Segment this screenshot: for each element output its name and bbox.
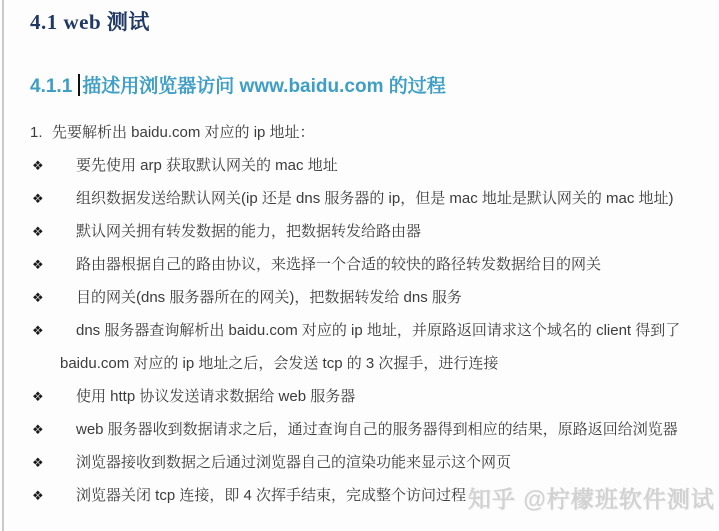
list-item-text: 浏览器接收到数据之后通过浏览器自己的渲染功能来显示这个网页 bbox=[76, 454, 512, 471]
list-item-text: dns 服务器查询解析出 baidu.com 对应的 ip 地址，并原路返回请求这个域名的 client 得到了 baidu.com 对应的 ip 地址之后，会发送 tcp 的 3 次握手，进行连接 bbox=[60, 322, 681, 372]
item-number: 1. bbox=[30, 124, 43, 141]
bullet-marker-icon: ❖ bbox=[32, 488, 44, 503]
list-item-text: 目的网关(dns 服务器所在的网关)，把数据转发给 dns 服务 bbox=[76, 289, 462, 306]
body-list bbox=[30, 116, 711, 512]
bullet-marker-icon: ❖ bbox=[32, 290, 44, 305]
bullet-marker-icon: ❖ bbox=[32, 389, 44, 404]
text-cursor bbox=[78, 74, 80, 96]
subsection-heading bbox=[30, 72, 711, 102]
list-item bbox=[30, 446, 711, 479]
list-item bbox=[30, 182, 711, 215]
subsection-title: 描述用浏览器访问 www.baidu.com 的过程 bbox=[82, 76, 446, 97]
list-item bbox=[30, 479, 711, 512]
list-item bbox=[30, 413, 711, 446]
bullet-marker-icon: ❖ bbox=[32, 224, 44, 239]
bullet-marker-icon: ❖ bbox=[32, 323, 44, 338]
list-item-text: web 服务器收到数据请求之后，通过查询自己的服务器得到相应的结果，原路返回给浏览器 bbox=[76, 421, 678, 438]
list-item-text: 浏览器关闭 tcp 连接，即 4 次挥手结束，完成整个访问过程 bbox=[76, 487, 467, 504]
section-heading: 4.1 web 测试 bbox=[30, 10, 150, 34]
page-left-border bbox=[2, 0, 4, 531]
bullet-marker-icon: ❖ bbox=[32, 257, 44, 272]
list-item-text: 组织数据发送给默认网关(ip 还是 dns 服务器的 ip，但是 mac 地址是默认网关的 mac 地址) bbox=[76, 190, 674, 207]
bullet-marker-icon: ❖ bbox=[32, 191, 44, 206]
bullet-marker-icon: ❖ bbox=[32, 158, 44, 173]
zhihu-watermark: 知乎 @柠檬班软件测试 bbox=[468, 486, 715, 512]
bullet-marker-icon: ❖ bbox=[32, 455, 44, 470]
numbered-item bbox=[30, 116, 711, 149]
list-item bbox=[30, 248, 711, 281]
list-item bbox=[30, 380, 711, 413]
list-item-text: 路由器根据自己的路由协议，来选择一个合适的较快的路径转发数据给目的网关 bbox=[76, 256, 602, 273]
list-item bbox=[30, 215, 711, 248]
bullet-marker-icon: ❖ bbox=[32, 422, 44, 437]
list-item bbox=[30, 281, 711, 314]
numbered-item-text: 先要解析出 baidu.com 对应的 ip 地址： bbox=[52, 124, 315, 141]
list-item bbox=[30, 149, 711, 182]
list-item-text: 默认网关拥有转发数据的能力，把数据转发给路由器 bbox=[76, 223, 422, 240]
list-item bbox=[30, 314, 711, 380]
subsection-number: 4.1.1 bbox=[30, 76, 73, 97]
list-item-text: 要先使用 arp 获取默认网关的 mac 地址 bbox=[76, 157, 338, 174]
list-item-text: 使用 http 协议发送请求数据给 web 服务器 bbox=[76, 388, 356, 405]
